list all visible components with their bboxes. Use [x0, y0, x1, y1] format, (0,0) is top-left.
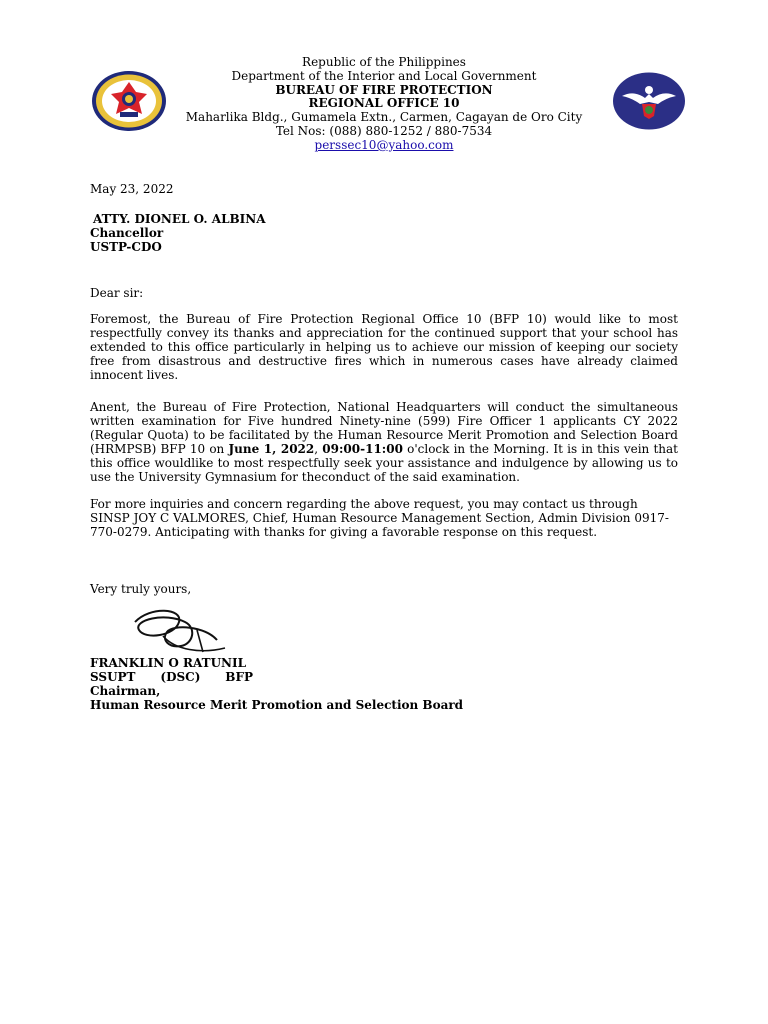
letterhead-department: Department of the Interior and Local Government: [231, 68, 537, 83]
paragraph-3: For more inquiries and concern regarding the above request, you may contact us through SINSP JOY C VALMORES, Chief, Human Resource Management Section, Admin Division 0917-770-0279. Anticipating with thanks for giving a favorable response on this request.: [90, 497, 669, 539]
rank-part-2: (DSC): [160, 670, 201, 684]
exam-time: 09:00-11:00: [322, 442, 403, 456]
paragraph-2-text-a: Anent, the Bureau of Fire Protection, National Headquarters will conduct the simultaneous written examination for Five hundred Ninety-nine (599) Fire Officer 1 applicants CY 2022 (Regular Quota) to be facilitated by the Human Resource Merit Promotion and Selection Board (HRMPSB) BFP 10 on: [90, 400, 678, 456]
rank-part-3: BFP: [225, 670, 253, 684]
letterhead: [0, 56, 768, 153]
signatory-rank: [90, 670, 253, 684]
addressee-title: Chancellor: [90, 226, 164, 240]
addressee-block: [90, 212, 678, 254]
paragraph-2-text-b: o'clock in the Morning. It is in this vein that this office wouldlike to most respectfully seek your assistance and indulgence by allowing us to use the University Gymnasium for theconduct of the said examination.: [90, 442, 679, 484]
letterhead-email-link[interactable]: perssec10@yahoo.com: [314, 137, 454, 152]
closing: Very truly yours,: [90, 582, 192, 596]
letterhead-phone: Tel Nos: (088) 880-1252 / 880-7534: [275, 123, 493, 138]
signature-image: [105, 600, 245, 662]
paragraph-2-separator: ,: [314, 442, 323, 456]
letterhead-address: Maharlika Bldg., Gumamela Extn., Carmen, Cagayan de Oro City: [185, 110, 583, 125]
addressee-org: USTP-CDO: [90, 240, 162, 254]
letterhead-bureau: BUREAU OF FIRE PROTECTION: [275, 82, 493, 97]
letterhead-country: Republic of the Philippines: [302, 55, 466, 69]
signatory-role: Chairman,: [90, 684, 161, 698]
signatory-block: [90, 656, 678, 712]
addressee-name: ATTY. DIONEL O. ALBINA: [93, 212, 266, 226]
letterhead-office: REGIONAL OFFICE 10: [308, 96, 460, 111]
rank-part-1: SSUPT: [90, 670, 136, 684]
letter-date: May 23, 2022: [90, 182, 174, 196]
paragraph-1: Foremost, the Bureau of Fire Protection Regional Office 10 (BFP 10) would like to most respectfully convey its thanks and appreciation for the continued support that your school has extended to this office particularly in helping us to achieve our mission of keeping our society free from disastrous and destructive fires which in numerous cases have already claimed innocent lives.: [90, 312, 678, 382]
exam-date: June 1, 2022: [228, 442, 315, 456]
signatory-name: FRANKLIN O RATUNIL: [90, 656, 247, 670]
signatory-board: Human Resource Merit Promotion and Selection Board: [90, 698, 464, 712]
paragraph-2: [90, 400, 678, 484]
salutation: Dear sir:: [90, 286, 144, 300]
